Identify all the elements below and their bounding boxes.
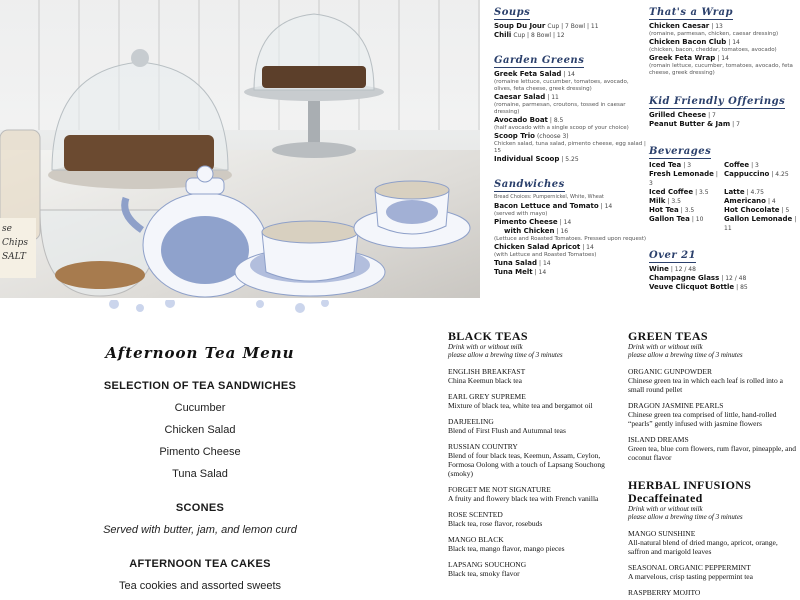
tea-desc: Black tea, mango flavor, mango pieces [448, 544, 565, 553]
item-name: Avocado Boat [494, 116, 548, 124]
menu-item [494, 243, 646, 259]
item-name: Pimento Cheese [494, 218, 558, 226]
menu-item [494, 227, 646, 243]
menu-item [724, 197, 797, 206]
sandwich-item: Chicken Salad [164, 424, 236, 436]
menu-item [494, 155, 646, 164]
tea-desc: Blend of First Flush and Autumnal teas [448, 426, 566, 435]
cafe-menu-left-column [494, 0, 646, 277]
garden-greens-section [494, 48, 646, 164]
chips-sign [0, 218, 36, 278]
note-line: please allow a brewing time of 3 minutes [628, 351, 743, 359]
item-name: Coffee [724, 161, 750, 169]
menu-item [724, 188, 797, 197]
menu-item [724, 215, 797, 233]
menu-item [649, 161, 722, 170]
item-price: | 5.25 [561, 156, 579, 163]
menu-item [494, 22, 646, 31]
menu-item [494, 268, 646, 277]
item-name: Individual Scoop [494, 155, 560, 163]
tea-desc: Chinese green tea comprised of little, hand-rolled “pearls” gently infused with jasmine flowers [628, 410, 777, 428]
tea-desc: A marvelous, crisp tasting peppermint tea [628, 572, 753, 581]
menu-item [649, 111, 797, 120]
tea-desc: Mixture of black tea, white tea and bergamot oil [448, 401, 593, 410]
sandwich-item: Tuna Salad [172, 468, 228, 480]
item-price: | 4.25 [771, 171, 789, 178]
item-name: Fresh Lemonade [649, 170, 714, 178]
over21-title: Over 21 [649, 250, 697, 261]
item-price: | 14 [717, 55, 729, 62]
item-name: Greek Feta Salad [494, 70, 562, 78]
soups-section [494, 0, 646, 40]
tea-name: RASPBERRY MOJITO [628, 588, 701, 597]
menu-item [494, 132, 646, 155]
sandwiches-section [494, 172, 646, 277]
tea-desc: Black tea, rose flavor, rosebuds [448, 519, 543, 528]
item-price: | 3.5 [680, 207, 695, 214]
item-name: Chicken Bacon Club [649, 38, 727, 46]
item-name: Iced Coffee [649, 188, 694, 196]
herbal-note [628, 505, 798, 521]
item-desc: (romain lettuce, cucumber, tomatoes, avocado, feta cheese, greek dressing) [649, 63, 793, 76]
note-line: please allow a brewing time of 3 minutes [628, 513, 743, 521]
item-desc: (romaine lettuce, cucumber, tomatoes, avocado, olives, feta cheese, greek dressing) [494, 79, 629, 92]
item-name: Caesar Salad [494, 93, 546, 101]
item-price: | 14 [600, 203, 613, 210]
floral-border-icon [100, 300, 340, 320]
item-price: | 85 [736, 284, 748, 291]
item-name: Grilled Cheese [649, 111, 707, 119]
item-desc: (chicken, bacon, cheddar, tomatoes, avocado) [649, 47, 777, 53]
item-desc: (romaine, parmesan, croutons, tossed in caesar dressing) [494, 102, 626, 115]
item-name: Champagne Glass [649, 274, 720, 282]
menu-item [724, 206, 797, 215]
item-price: | 3.5 [695, 189, 709, 196]
note-line: Drink with or without milk [448, 343, 523, 351]
item-name: Cappuccino [724, 170, 770, 178]
menu-item [649, 54, 797, 77]
item-name: Veuve Clicquot Bottle [649, 283, 735, 291]
item-price: | 10 [691, 216, 704, 223]
item-price: | 7 [708, 112, 716, 119]
tea-name: DRAGON JASMINE PEARLS [628, 401, 724, 410]
tea-name: RUSSIAN COUNTRY [448, 442, 518, 451]
item-name: Chicken Salad Apricot [494, 243, 581, 251]
kids-title: Kid Friendly Offerings [649, 96, 786, 107]
tea-desc: All-natural blend of dried mango, apricot, orange, saffron and marigold leaves [628, 538, 778, 556]
wraps-section [649, 0, 797, 77]
menu-item [649, 265, 797, 274]
item-name: Hot Chocolate [724, 206, 780, 214]
black-teas-note [448, 343, 618, 359]
note-line: Drink with or without milk [628, 505, 703, 513]
menu-item [494, 259, 646, 268]
item-name: Latte [724, 188, 745, 196]
beverages-section [649, 139, 797, 233]
chips-sign-line-1: se Chips [2, 224, 28, 248]
item-price: | 14 [728, 39, 740, 46]
garden-greens-title: Garden Greens [494, 55, 585, 66]
tea-desc: A fruity and flowery black tea with French vanilla [448, 494, 599, 503]
item-desc: (with Lettuce and Roasted Tomatoes) [494, 252, 597, 258]
item-name: Chili [494, 31, 512, 39]
item-name: Bacon Lettuce and Tomato [494, 202, 599, 210]
item-name: Peanut Butter & Jam [649, 120, 731, 128]
item-name: with Chicken [504, 227, 555, 235]
item-name: Greek Feta Wrap [649, 54, 716, 62]
item-desc: (romaine, parmesan, chicken, caesar dressing) [649, 31, 779, 37]
kids-section [649, 89, 797, 129]
tea-name: DARJEELING [448, 417, 494, 426]
tea-desc: Green tea, blue corn flowers, rum flavor, pineapple, and coconut flavor [628, 444, 796, 462]
item-name: Chicken Caesar [649, 22, 710, 30]
item-name: Americano [724, 197, 766, 205]
sandwiches-title: Sandwiches [494, 179, 565, 190]
menu-item [649, 206, 722, 215]
item-price: | 16 [556, 228, 569, 235]
green-teas-title: GREEN TEAS [628, 329, 708, 343]
item-price: | 5 [781, 207, 790, 214]
cafe-tea-photo [0, 0, 480, 298]
menu-item [724, 161, 797, 170]
soups-title: Soups [494, 7, 531, 18]
item-desc: (served with mayo) [494, 211, 548, 217]
menu-item [724, 170, 797, 188]
item-price: | 3.5 [667, 198, 681, 205]
note-line: Drink with or without milk [628, 343, 703, 351]
item-price: | 12 / 48 [670, 266, 696, 273]
afternoon-tea-menu [0, 300, 400, 600]
item-price: | 11 [547, 94, 559, 101]
item-price: Cup | 7 Bowl | 11 [547, 23, 599, 30]
item-price: | 4 [767, 198, 776, 205]
menu-item [494, 202, 646, 218]
tea-name: FORGET ME NOT SIGNATURE [448, 485, 551, 494]
item-price: Cup | 8 Bowl | 12 [513, 32, 565, 39]
menu-item [649, 215, 722, 233]
item-desc: (Lettuce and Roasted Tomatoes. Pressed upon request) [494, 236, 647, 242]
green-teas-note [628, 343, 798, 359]
menu-item [649, 38, 797, 54]
scones-desc: Served with butter, jam, and lemon curd [103, 524, 297, 536]
item-price: | 3 [751, 162, 759, 169]
chips-sign-line-2: SALT [2, 252, 26, 262]
herbal-title: HERBAL INFUSIONS [628, 478, 752, 492]
tea-name: ENGLISH BREAKFAST [448, 367, 526, 376]
tea-cakes-desc: Tea cookies and assorted sweets [118, 580, 282, 592]
cafe-menu [480, 0, 800, 300]
tea-name: ORGANIC GUNPOWDER [628, 367, 712, 376]
item-name: Gallon Lemonade [724, 215, 793, 223]
tea-name: MANGO BLACK [448, 535, 504, 544]
tea-desc: Blend of four black teas, Keemun, Assam, Ceylon, Formosa Oolong with a touch of Lapsang Souchong (smoky) [448, 451, 605, 478]
teaset-illustration [0, 0, 480, 298]
menu-item [494, 218, 646, 227]
tea-name: LAPSANG SOUCHONG [448, 560, 527, 569]
tea-name: ROSE SCENTED [448, 510, 503, 519]
item-price: | 7 [732, 121, 740, 128]
menu-item [494, 70, 646, 93]
item-price: | 14 [582, 244, 594, 251]
tea-name: SEASONAL ORGANIC PEPPERMINT [628, 563, 751, 572]
menu-item [649, 188, 722, 197]
item-price: | 12 / 48 [721, 275, 747, 282]
item-desc: Chicken salad, tuna salad, pimento cheese, egg salad | 15 [494, 141, 646, 154]
menu-item [649, 120, 797, 129]
item-name: Wine [649, 265, 669, 273]
tea-desc: China Keemun black tea [448, 376, 522, 385]
wraps-title: That's a Wrap [649, 7, 733, 18]
item-price: | 14 [534, 269, 547, 276]
tea-name: ISLAND DREAMS [628, 435, 689, 444]
green-teas-list [628, 330, 798, 597]
item-name: Hot Tea [649, 206, 679, 214]
menu-item [494, 93, 646, 116]
item-price: | 14 [559, 219, 572, 226]
menu-item [649, 170, 722, 188]
tea-name: EARL GREY SUPREME [448, 392, 526, 401]
cafe-menu-right-column [649, 0, 797, 292]
item-price: | 14 [563, 71, 576, 78]
item-price: | 13 [711, 23, 723, 30]
item-name: Gallon Tea [649, 215, 690, 223]
afternoon-tea-title: Afternoon Tea Menu [105, 344, 295, 362]
menu-item [649, 197, 722, 206]
sandwich-item: Pimento Cheese [159, 446, 241, 458]
bread-choices: Bread Choices: Pumpernickel, White, Wheat [494, 194, 604, 200]
item-name: Milk [649, 197, 666, 205]
item-price: | 11 [724, 216, 797, 232]
note-line: please allow a brewing time of 3 minutes [448, 351, 563, 359]
scones-heading: SCONES [175, 502, 225, 514]
item-price: | 3 [683, 162, 692, 169]
item-name: Soup Du Jour [494, 22, 546, 30]
item-name: Scoop Trio [494, 132, 535, 140]
item-desc: (half avocado with a single scoop of your choice) [494, 125, 629, 131]
menu-item [649, 283, 797, 292]
menu-item [494, 31, 646, 40]
item-price: | 4.75 [746, 189, 764, 196]
menu-item [649, 22, 797, 38]
black-teas-list [448, 330, 618, 585]
item-price: | 8.5 [549, 117, 564, 124]
item-price: | 14 [539, 260, 551, 267]
black-teas-title: BLACK TEAS [448, 329, 528, 343]
item-name: Tuna Melt [494, 268, 533, 276]
tea-cakes-heading: AFTERNOON TEA CAKES [129, 558, 271, 570]
beverages-title: Beverages [649, 146, 712, 157]
tea-desc: Chinese green tea in which each leaf is rolled into a small round pellet [628, 376, 783, 394]
menu-item [649, 274, 797, 283]
herbal-subtitle: Decaffeinated [628, 491, 703, 505]
tea-name: MANGO SUNSHINE [628, 529, 696, 538]
item-name: Tuna Salad [494, 259, 538, 267]
tea-sandwiches-heading: SELECTION OF TEA SANDWICHES [103, 380, 297, 392]
menu-item [494, 116, 646, 132]
item-price: (choose 3) [536, 133, 569, 140]
item-price: | 3 [649, 171, 718, 187]
over21-section [649, 243, 797, 292]
item-name: Iced Tea [649, 161, 682, 169]
sandwich-item: Cucumber [174, 402, 226, 414]
tea-desc: Black tea, smoky flavor [448, 569, 520, 578]
